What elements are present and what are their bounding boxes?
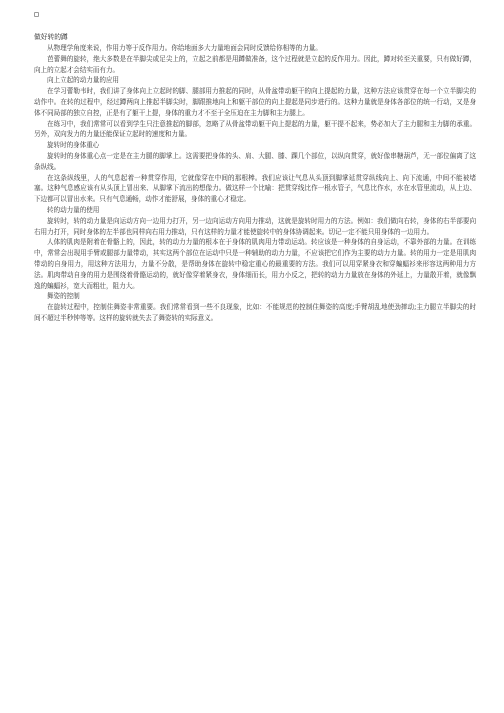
article-paragraph: 人体的肌肉是附着在骨骼上的，因此，转的动力力量的根本在于身体的肌肉用力带动运动。转应该是一种身体的自身运动，不靠外部的力量。在训练中，常常会出现用手臂或腿部力量带动，其实这两个部位在运动中只是一种辅助的动力力量，不应该把它们作为主要的动力力量。转的用力一定是用肌肉带动的自身用力，用这种方法用力，力量不分散，是帮助身体在旋转中稳定重心的最重要的方法。我们可以用穿紧身衣和穿蝙蝠衫来形容这两种用力方法。肌肉带动自身的用力是围绕着骨骼运动的，就好像穿着紧身衣，身体细而长，用力小反之，把转的动力力量放在身体的外延上，力量散开着，就像飘逸的蝙蝠衫，宽大而粗壮，阻力大。 [34,238,476,290]
article [34,32,476,324]
article-paragraph: 在学习蕾勒韦时，我们讲了身体向上立起时的脚、腿部用力推起的同时，从骨盆带动躯干的向上提起的力量，这种方法应该贯穿在每一个立半脚尖的动作中。在转的过程中，经过蹲两向上推起半脚尖时，脚跟推地向上和躯干部位的向上提起是同步进行的。这种力量就是身体各部位的统一行动，又是身体不同局部的独立自控，正是有了躯干上提，身体的重力才不至于全压迫在主力脚和主力腿上。 [34,87,476,117]
article-paragraph: 旋转时，转的动力量是向运动方向一边用力打开，另一边向运动方向用力推动，这就是旋转时用力的方法。例如：我们做向右转，身体的右半部要向右用力打开，同时身体的左半部也同样向右用力推动，只有这样的力量才能使旋转中的身体协调起来。切记一定不能只用身体的一边用力。 [34,216,476,236]
article-paragraph: 从物理学角度来说，作用力等于反作用力。你给地面多大力量地面会同时反馈给你相等的力量。 [47,44,322,52]
section-heading: 向上立起的动力量的应用 [47,76,119,85]
section-heading: 舞姿的控制 [47,292,80,301]
page-corner-marker [34,12,39,17]
article-paragraph: 旋转时的身体重心点一定是在主力腿的脚掌上。这需要把身体的头、肩、大腿、膝、踝几个部位，以纵向贯穿，就好像串糖葫芦，无一部位偏离了这条纵线。 [34,151,476,171]
article-title: 做好转的蹲 [34,33,68,41]
article-paragraph: 在这条纵线里，人的气息起着一种贯穿作用，它就像穿在中间的那根棒。我们应该让气息从头顶到脚掌延贯穿纵线向上、向下流通，中间不能被堵塞。这种气息感应该有从头顶上冒出来、从脚掌下流出的想像力。做这样一个比喻：把贯穿线比作一根水管子，气息比作水，水在水管里流动，从上边、下边都可以冒出水来。只有气息通畅，动作才能舒展，身体的重心才稳定。 [34,173,476,204]
section-heading: 转的动力量的使用 [47,205,100,214]
section-heading: 旋转时的身体重心 [47,141,100,150]
article-paragraph: 在练习中，我们常常可以看到学生只注意推起的脚部，忽略了从骨盆带动躯干向上提起的力量，躯干提不起来，势必加大了主力腿和主力脚的承重。另外，双向发力的力量还能保证立起时的速度和力量。 [34,119,476,139]
article-paragraph: 在旋转过程中，控制住舞姿非常重要。我们常常看到一些不良现象，比如：不能规范的控制住舞姿的高度;手臂胡乱地使劲摔动;主力腿立半脚尖的时间不超过半秒钟等等。这样的旋转就失去了舞姿转的实际意义。 [34,303,476,322]
article-paragraph: 芭蕾舞的旋转，绝大多数是在半脚尖或足尖上的，立起之前都是用蹲做准备，这个过程就是立起的反作用力。因此，蹲对转至关重要，只有做好蹲，向上的立起才会结实而有力。 [34,54,476,74]
